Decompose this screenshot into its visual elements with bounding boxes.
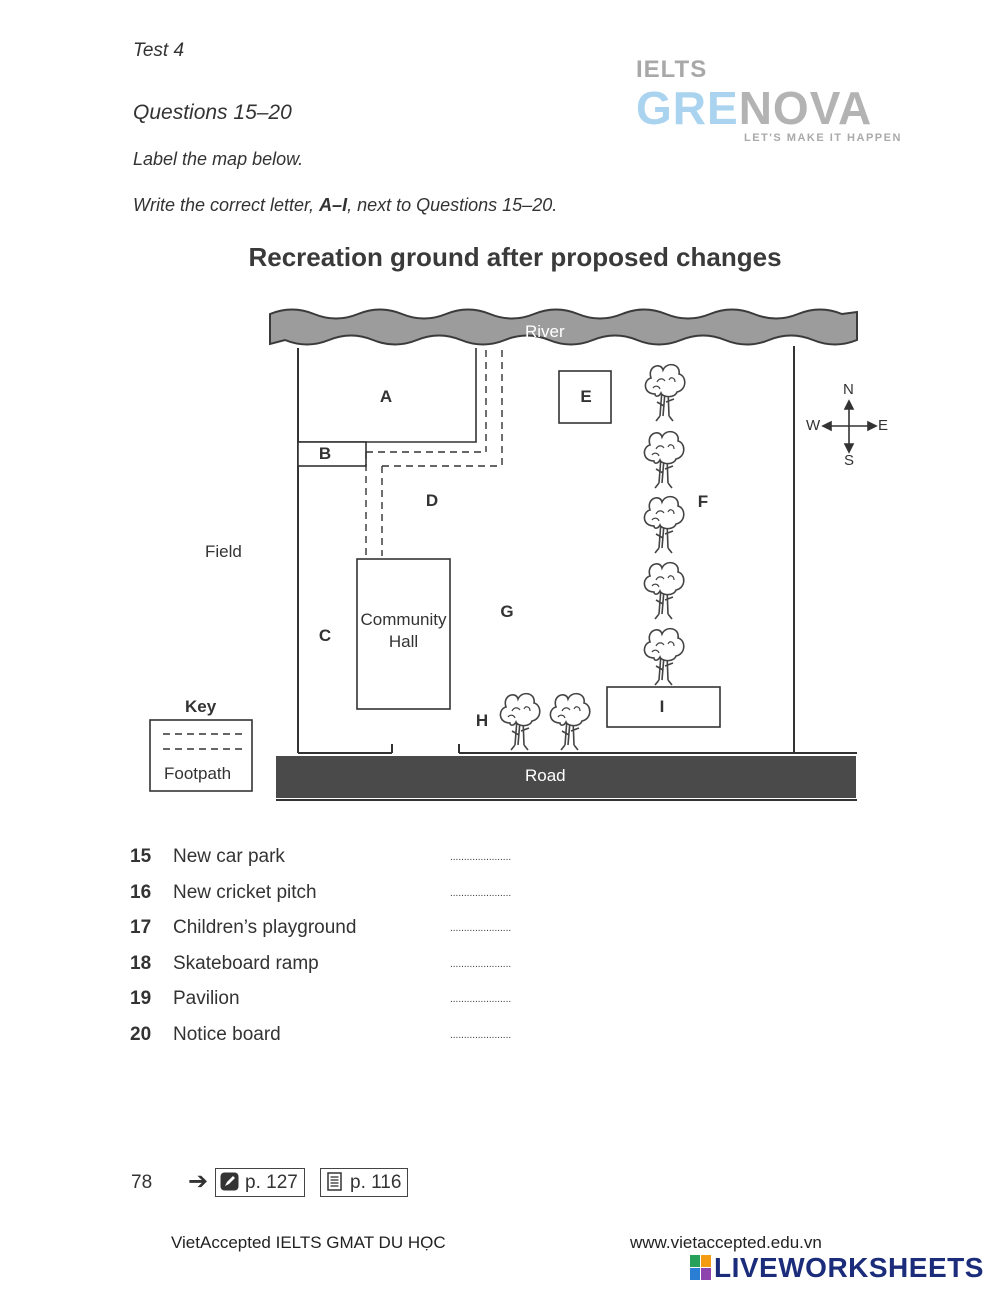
map-letter-e: E: [580, 387, 592, 406]
question-text: Notice board: [173, 1023, 281, 1045]
logo-nova: NOVA: [738, 82, 873, 134]
transcript-document-icon: [325, 1172, 344, 1191]
map-letter-g: G: [500, 602, 514, 621]
logo-tagline: LET'S MAKE IT HAPPEN: [744, 132, 902, 144]
compass-w: W: [806, 417, 821, 434]
answer-field[interactable]: ......................: [450, 887, 512, 899]
reference-transcript-page: p. 116: [350, 1172, 402, 1193]
test-label: Test 4: [133, 40, 185, 61]
question-text: New cricket pitch: [173, 881, 317, 903]
compass-s: S: [844, 452, 855, 469]
liveworksheets-text: LIVEWORKSHEETS: [714, 1252, 984, 1283]
road-label: Road: [525, 766, 566, 785]
map-letter-a: A: [379, 387, 393, 406]
question-number: 18: [130, 952, 152, 974]
community-hall-label: [357, 609, 450, 653]
answer-field[interactable]: ......................: [450, 958, 512, 970]
reference-box-answer: [215, 1168, 305, 1197]
answer-field[interactable]: ......................: [450, 852, 512, 863]
question-number: 20: [130, 1023, 152, 1045]
hall-label-line2: Hall: [388, 632, 419, 651]
map-letter-c: C: [318, 626, 332, 645]
road-band: [276, 756, 856, 798]
field-label: Field: [205, 542, 242, 561]
key-title: Key: [185, 697, 217, 716]
question-text: Children’s playground: [173, 917, 357, 938]
question-number: 19: [130, 988, 152, 1009]
hall-label-line1: Community: [360, 610, 447, 629]
compass-n: N: [843, 381, 854, 398]
reference-box-transcript: [320, 1168, 408, 1197]
logo-ielts-text: IELTS: [636, 56, 708, 83]
answer-field[interactable]: ......................: [450, 1029, 512, 1041]
map-title: Recreation ground after proposed changes: [248, 242, 782, 272]
logo-gre: GRE: [636, 82, 739, 134]
question-text: New car park: [173, 846, 285, 867]
question-number: 16: [130, 881, 152, 903]
question-number: 15: [130, 846, 152, 867]
answer-key-icon: [220, 1172, 239, 1191]
page-number: 78: [131, 1172, 153, 1193]
arrow-right-icon: ➔: [188, 1168, 209, 1195]
map-letter-b: B: [318, 444, 332, 463]
answer-field[interactable]: ......................: [450, 923, 512, 934]
river-label: River: [525, 322, 565, 341]
question-text: Skateboard ramp: [173, 952, 319, 974]
footer-website-link[interactable]: www.vietaccepted.edu.vn: [630, 1233, 822, 1252]
map-letter-f: F: [697, 492, 709, 511]
map-letter-i: I: [659, 697, 665, 716]
compass-e: E: [878, 417, 889, 434]
key-footpath-label: Footpath: [164, 764, 232, 783]
liveworksheets-logo: [690, 1252, 984, 1284]
question-number: 17: [130, 917, 152, 938]
questions-range: Questions 15–20: [133, 101, 292, 124]
instruction-letters: A–I: [319, 195, 348, 215]
map-letter-d: D: [425, 491, 439, 510]
instruction-suffix: , next to Questions 15–20.: [347, 195, 558, 215]
footer-vietaccepted-text: VietAccepted IELTS GMAT DU HỌC: [171, 1233, 446, 1252]
answer-field[interactable]: ......................: [450, 994, 512, 1005]
liveworksheets-icon: [690, 1255, 712, 1281]
instruction-label-map: Label the map below.: [133, 149, 304, 169]
question-text: Pavilion: [173, 988, 240, 1009]
map-letter-h: H: [475, 711, 489, 730]
instruction-prefix: Write the correct letter,: [133, 195, 320, 215]
reference-answer-page: p. 127: [245, 1172, 298, 1193]
